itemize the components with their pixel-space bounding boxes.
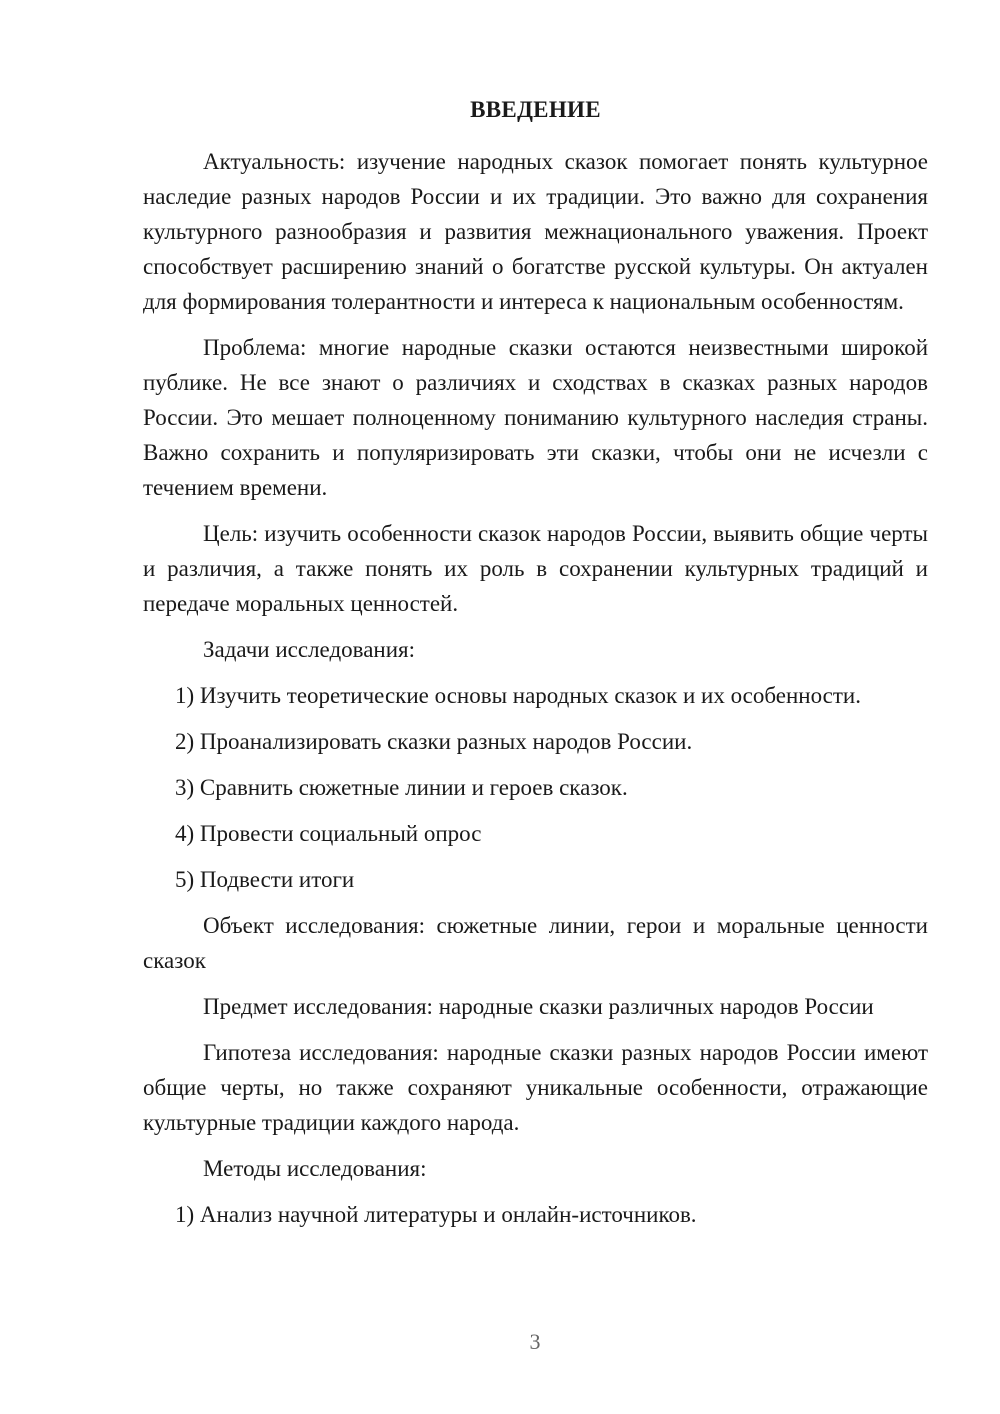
tasks-title: Задачи исследования: <box>203 637 416 662</box>
list-item: 3) Сравнить сюжетные линии и героев сказок. <box>175 775 628 800</box>
hypothesis-paragraph: Гипотеза исследования: народные сказки разных народов России имеют общие черты, но также сохраняют уникальные особенности, отражающие культурные традиции каждого народа. <box>143 1040 928 1135</box>
list-item: 5) Подвести итоги <box>175 867 355 892</box>
methods-title: Методы исследования: <box>203 1156 427 1181</box>
subject-paragraph: Предмет исследования: народные сказки различных народов России <box>203 994 874 1019</box>
list-item: 1) Анализ научной литературы и онлайн-источников. <box>175 1202 697 1227</box>
section-heading: ВВЕДЕНИЕ <box>470 97 601 122</box>
object-paragraph: Объект исследования: сюжетные линии, герои и моральные ценности сказок <box>143 913 928 973</box>
tasks-list <box>143 678 928 897</box>
methods-list <box>143 1197 928 1232</box>
list-item: 2) Проанализировать сказки разных народов России. <box>175 729 693 754</box>
goal-paragraph: Цель: изучить особенности сказок народов России, выявить общие черты и различия, а также понять их роль в сохранении культурных традиций и передаче моральных ценностей. <box>143 521 928 616</box>
list-item: 4) Провести социальный опрос <box>175 821 482 846</box>
list-item: 1) Изучить теоретические основы народных сказок и их особенности. <box>175 683 861 708</box>
document-page <box>143 92 928 1243</box>
relevance-paragraph: Актуальность: изучение народных сказок помогает понять культурное наследие разных народов России и их традиции. Это важно для сохранения культурного разнообразия и развития межнационального уважения. Проект способствует расширению знаний о богатстве русской культуры. Он актуален для формирования толерантности и интереса к национальным особенностям. <box>143 149 928 314</box>
problem-paragraph: Проблема: многие народные сказки остаются неизвестными широкой публике. Не все знают о различиях и сходствах в сказках разных народов России. Это мешает полноценному пониманию культурного наследия страны. Важно сохранить и популяризировать эти сказки, чтобы они не исчезли с течением времени. <box>143 335 928 500</box>
page-number: 3 <box>529 1329 541 1354</box>
